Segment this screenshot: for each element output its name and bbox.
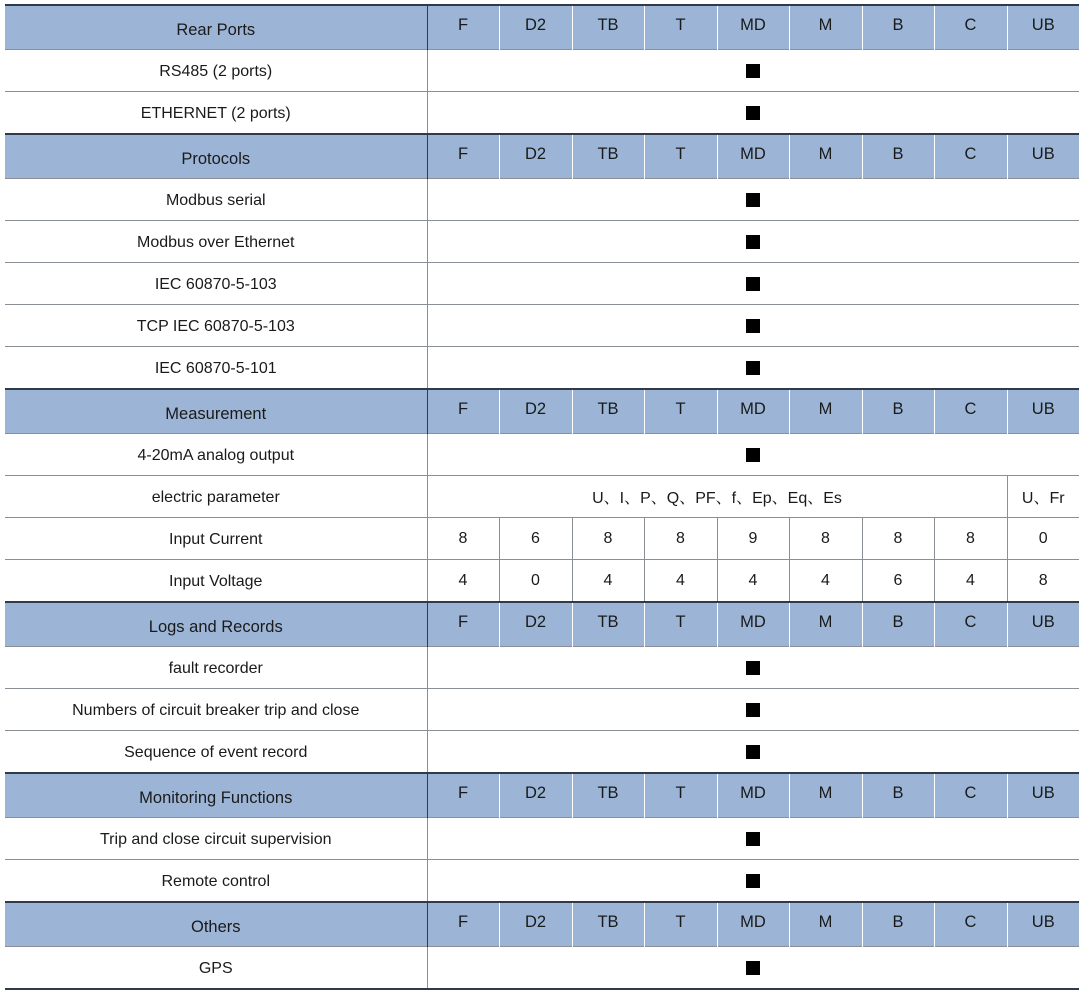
model-column-header: F <box>427 389 499 434</box>
support-cell <box>427 221 1079 263</box>
parameter-list-cell: U、I、P、Q、PF、f、Ep、Eq、Es <box>427 476 1007 518</box>
feature-label: ETHERNET (2 ports) <box>5 92 427 135</box>
model-column-header: C <box>934 389 1007 434</box>
feature-label: IEC 60870-5-103 <box>5 263 427 305</box>
support-cell <box>427 860 1079 903</box>
model-column-header: D2 <box>499 902 572 947</box>
support-cell <box>427 347 1079 390</box>
value-cell: 8 <box>427 518 499 560</box>
feature-row <box>5 860 1079 903</box>
model-column-header: T <box>644 773 717 818</box>
model-column-header: C <box>934 5 1007 50</box>
feature-row <box>5 305 1079 347</box>
feature-row <box>5 818 1079 860</box>
feature-label: Modbus over Ethernet <box>5 221 427 263</box>
model-column-header: TB <box>572 602 644 647</box>
value-cell: 4 <box>717 560 789 603</box>
feature-row <box>5 263 1079 305</box>
support-cell <box>427 263 1079 305</box>
model-column-header: F <box>427 902 499 947</box>
feature-label: RS485 (2 ports) <box>5 50 427 92</box>
model-column-header: B <box>862 5 934 50</box>
feature-table-body <box>5 5 1079 989</box>
feature-label: Remote control <box>5 860 427 903</box>
feature-row <box>5 647 1079 689</box>
feature-label: Trip and close circuit supervision <box>5 818 427 860</box>
model-column-header: UB <box>1007 389 1079 434</box>
model-column-header: F <box>427 602 499 647</box>
feature-label: fault recorder <box>5 647 427 689</box>
model-column-header: UB <box>1007 902 1079 947</box>
model-column-header: F <box>427 5 499 50</box>
model-column-header: T <box>644 5 717 50</box>
model-column-header: TB <box>572 5 644 50</box>
feature-row <box>5 476 1079 518</box>
model-column-header: UB <box>1007 5 1079 50</box>
model-column-header: B <box>862 773 934 818</box>
value-cell: 6 <box>499 518 572 560</box>
feature-label: Numbers of circuit breaker trip and close <box>5 689 427 731</box>
feature-row <box>5 179 1079 221</box>
feature-row <box>5 50 1079 92</box>
value-cell: 0 <box>499 560 572 603</box>
model-column-header: C <box>934 134 1007 179</box>
model-column-header: B <box>862 134 934 179</box>
feature-table <box>5 4 1079 990</box>
filled-square-icon <box>746 106 760 120</box>
model-column-header: MD <box>717 389 789 434</box>
support-cell <box>427 647 1079 689</box>
model-column-header: T <box>644 902 717 947</box>
filled-square-icon <box>746 745 760 759</box>
value-cell: 8 <box>862 518 934 560</box>
model-column-header: B <box>862 602 934 647</box>
feature-label: GPS <box>5 947 427 990</box>
feature-row <box>5 434 1079 476</box>
model-column-header: MD <box>717 5 789 50</box>
section-title: Others <box>5 902 427 947</box>
value-cell: 4 <box>934 560 1007 603</box>
section-title: Protocols <box>5 134 427 179</box>
feature-label: Sequence of event record <box>5 731 427 774</box>
feature-row <box>5 731 1079 774</box>
feature-row <box>5 560 1079 603</box>
model-column-header: M <box>789 134 862 179</box>
feature-label: TCP IEC 60870-5-103 <box>5 305 427 347</box>
model-column-header: UB <box>1007 134 1079 179</box>
filled-square-icon <box>746 961 760 975</box>
model-column-header: D2 <box>499 773 572 818</box>
section-header-row <box>5 134 1079 179</box>
section-title: Logs and Records <box>5 602 427 647</box>
filled-square-icon <box>746 874 760 888</box>
support-cell <box>427 50 1079 92</box>
model-column-header: C <box>934 773 1007 818</box>
model-column-header: TB <box>572 773 644 818</box>
value-cell: 4 <box>789 560 862 603</box>
value-cell: 0 <box>1007 518 1079 560</box>
filled-square-icon <box>746 832 760 846</box>
filled-square-icon <box>746 361 760 375</box>
model-column-header: F <box>427 773 499 818</box>
value-cell: 8 <box>934 518 1007 560</box>
support-cell <box>427 689 1079 731</box>
filled-square-icon <box>746 448 760 462</box>
model-column-header: MD <box>717 902 789 947</box>
filled-square-icon <box>746 193 760 207</box>
model-column-header: D2 <box>499 389 572 434</box>
value-cell: 8 <box>572 518 644 560</box>
feature-label: Input Current <box>5 518 427 560</box>
feature-label: Modbus serial <box>5 179 427 221</box>
filled-square-icon <box>746 277 760 291</box>
model-column-header: F <box>427 134 499 179</box>
filled-square-icon <box>746 64 760 78</box>
support-cell <box>427 947 1079 990</box>
model-column-header: D2 <box>499 5 572 50</box>
value-cell: 8 <box>789 518 862 560</box>
model-column-header: TB <box>572 389 644 434</box>
section-header-row <box>5 389 1079 434</box>
section-header-row <box>5 5 1079 50</box>
value-cell: 8 <box>644 518 717 560</box>
model-column-header: D2 <box>499 602 572 647</box>
section-title: Measurement <box>5 389 427 434</box>
model-column-header: MD <box>717 602 789 647</box>
model-column-header: M <box>789 389 862 434</box>
model-column-header: B <box>862 902 934 947</box>
model-column-header: B <box>862 389 934 434</box>
support-cell <box>427 179 1079 221</box>
value-cell: 4 <box>572 560 644 603</box>
support-cell <box>427 92 1079 135</box>
feature-row <box>5 689 1079 731</box>
section-title: Rear Ports <box>5 5 427 50</box>
support-cell <box>427 731 1079 774</box>
feature-row <box>5 518 1079 560</box>
feature-row <box>5 221 1079 263</box>
model-column-header: C <box>934 902 1007 947</box>
section-header-row <box>5 773 1079 818</box>
section-header-row <box>5 902 1079 947</box>
feature-row <box>5 92 1079 135</box>
value-cell: 8 <box>1007 560 1079 603</box>
model-column-header: UB <box>1007 602 1079 647</box>
value-cell: 4 <box>644 560 717 603</box>
model-column-header: M <box>789 602 862 647</box>
model-column-header: C <box>934 602 1007 647</box>
model-column-header: MD <box>717 773 789 818</box>
section-header-row <box>5 602 1079 647</box>
feature-label: 4-20mA analog output <box>5 434 427 476</box>
value-cell: 9 <box>717 518 789 560</box>
feature-label: IEC 60870-5-101 <box>5 347 427 390</box>
section-title: Monitoring Functions <box>5 773 427 818</box>
model-column-header: UB <box>1007 773 1079 818</box>
model-column-header: TB <box>572 902 644 947</box>
filled-square-icon <box>746 235 760 249</box>
filled-square-icon <box>746 703 760 717</box>
value-cell: 4 <box>427 560 499 603</box>
model-column-header: TB <box>572 134 644 179</box>
model-column-header: MD <box>717 134 789 179</box>
filled-square-icon <box>746 661 760 675</box>
feature-row <box>5 947 1079 990</box>
feature-label: electric parameter <box>5 476 427 518</box>
support-cell <box>427 434 1079 476</box>
support-cell <box>427 305 1079 347</box>
support-cell <box>427 818 1079 860</box>
model-column-header: M <box>789 5 862 50</box>
model-column-header: M <box>789 773 862 818</box>
feature-label: Input Voltage <box>5 560 427 603</box>
model-column-header: D2 <box>499 134 572 179</box>
filled-square-icon <box>746 319 760 333</box>
value-cell: 6 <box>862 560 934 603</box>
model-column-header: T <box>644 389 717 434</box>
model-column-header: M <box>789 902 862 947</box>
model-column-header: T <box>644 602 717 647</box>
model-column-header: T <box>644 134 717 179</box>
parameter-list-ub-cell: U、Fr <box>1007 476 1079 518</box>
feature-row <box>5 347 1079 390</box>
